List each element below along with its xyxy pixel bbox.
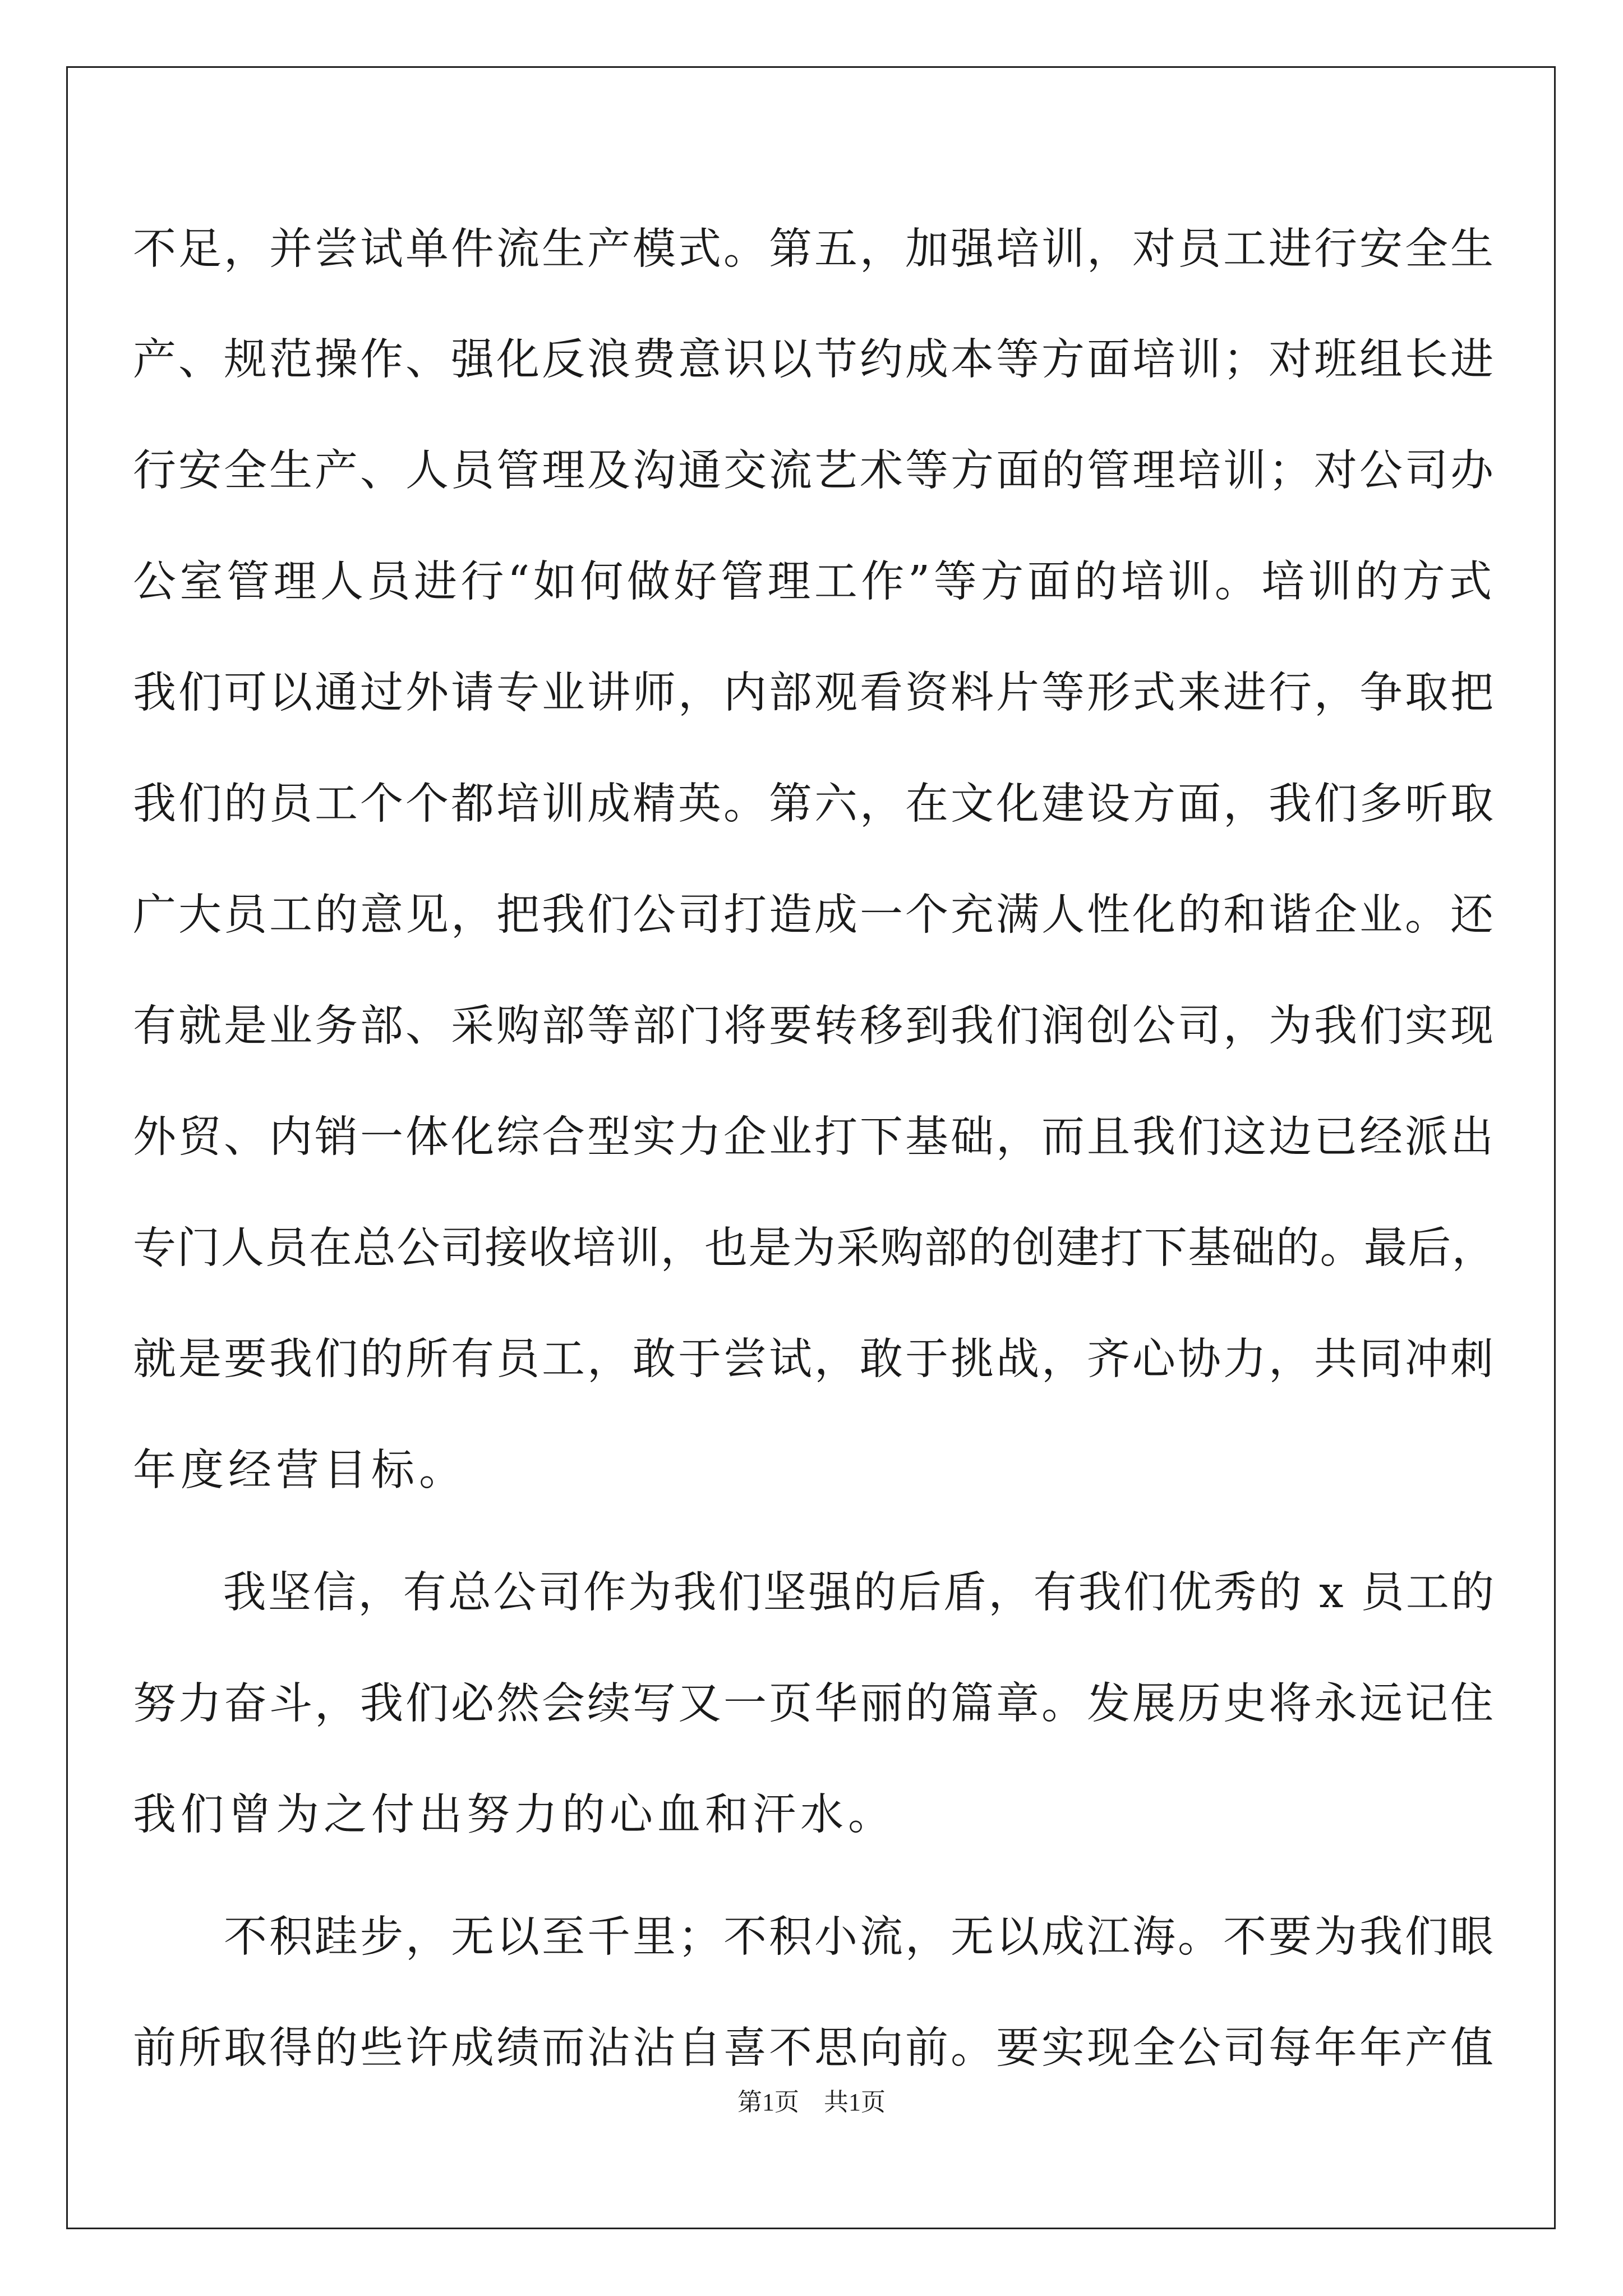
- text-line: 前所取得的些许成绩而沾沾自喜不思向前。要实现全公司每年年产值: [133, 2023, 1496, 2073]
- text-line: 专门人员在总公司接收培训，也是为采购部的创建打下基础的。最后，: [133, 1223, 1496, 1273]
- text-line: 就是要我们的所有员工，敢于尝试，敢于挑战，齐心协力，共同冲刺: [133, 1335, 1496, 1384]
- text-line: 产、规范操作、强化反浪费意识以节约成本等方面培训；对班组长进: [133, 335, 1496, 385]
- text-line: 不积跬步，无以至千里；不积小流，无以成江海。不要为我们眼: [133, 1912, 1496, 1962]
- text-line: 不足，并尝试单件流生产模式。第五，加强培训，对员工进行安全生: [133, 224, 1496, 274]
- text-line: 努力奋斗，我们必然会续写又一页华丽的篇章。发展历史将永远记住: [133, 1679, 1496, 1729]
- text-line: 有就是业务部、采购部等部门将要转移到我们润创公司，为我们实现: [133, 1001, 1496, 1051]
- text-line: 我们的员工个个都培训成精英。第六，在文化建设方面，我们多听取: [133, 779, 1496, 829]
- text-line: 我们可以通过外请专业讲师，内部观看资料片等形式来进行，争取把: [133, 668, 1496, 718]
- text-line: 行安全生产、人员管理及沟通交流艺术等方面的管理培训；对公司办: [133, 446, 1496, 496]
- text-line: 广大员工的意见，把我们公司打造成一个充满人性化的和谐企业。还: [133, 890, 1496, 940]
- text-line: 外贸、内销一体化综合型实力企业打下基础，而且我们这边已经派出: [133, 1112, 1496, 1162]
- page-number-footer: 第1页 共1页: [737, 2088, 886, 2116]
- text-line: 我坚信，有总公司作为我们坚强的后盾，有我们优秀的 x 员工的: [133, 1568, 1496, 1618]
- text-line: 公室管理人员进行“如何做好管理工作”等方面的培训。培训的方式: [133, 557, 1496, 607]
- text-line: 我们曾为之付出努力的心血和汗水。: [133, 1790, 896, 1840]
- text-line: 年度经营目标。: [133, 1446, 467, 1496]
